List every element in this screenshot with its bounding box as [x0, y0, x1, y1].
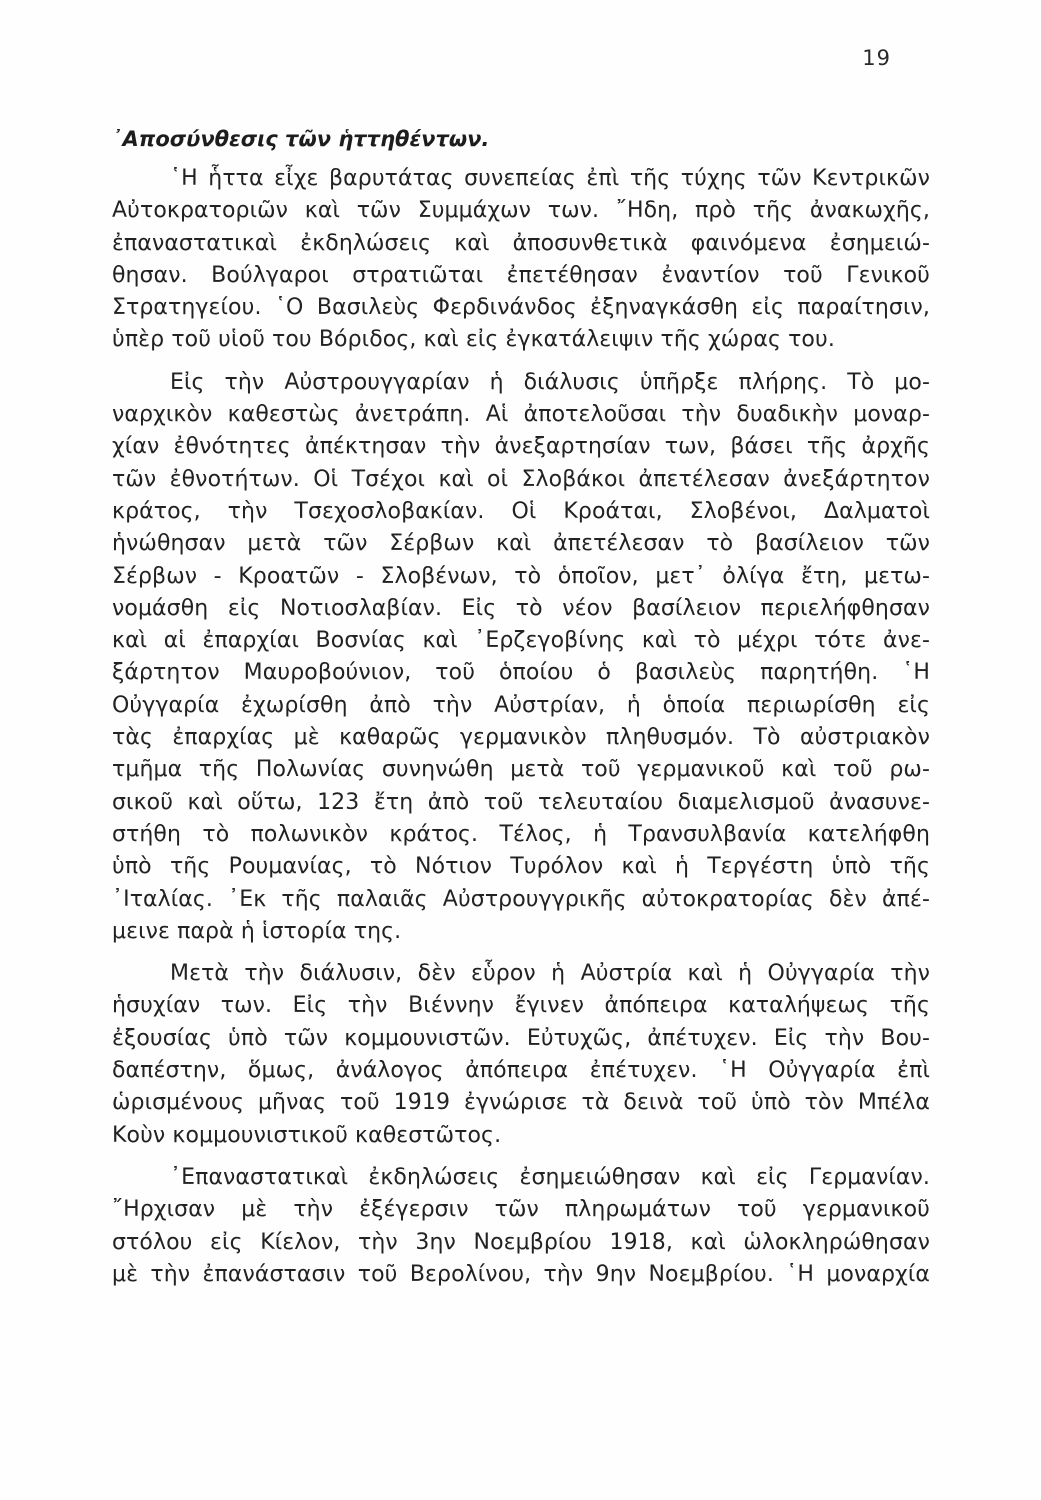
text-line: ῎Ηρχισαν μὲ τὴν ἐξέγερσιν τῶν πληρωμάτων τοῦ γερμανικοῦ — [112, 1197, 930, 1223]
page-number: 19 — [862, 46, 891, 70]
text-line: ᾿Επαναστατικαὶ ἐκδηλώσεις ἐσημειώθησαν καὶ εἰς Γερμανίαν. — [170, 1164, 930, 1190]
text-line: καὶ αἱ ἐπαρχίαι Βοσνίας καὶ ᾿Ερζεγοβίνης καὶ τὸ μέχρι τότε ἀνε- — [112, 628, 930, 654]
text-line: τὰς ἐπαρχίας μὲ καθαρῶς γερμανικὸν πληθυσμόν. Τὸ αὐστριακὸν — [112, 725, 930, 751]
text-line: ὑπὲρ τοῦ υἱοῦ του Βόριδος, καὶ εἰς ἐγκατάλειψιν τῆς χώρας του. — [112, 327, 835, 353]
text-line: Στρατηγείου. ῾Ο Βασιλεὺς Φερδινάνδος ἐξηναγκάσθη εἰς παραίτησιν, — [112, 295, 930, 321]
text-line: νομάσθη εἰς Νοτιοσλαβίαν. Εἰς τὸ νέον βασίλειον περιελήφθησαν — [112, 595, 930, 621]
text-line: Εἰς τὴν Αὐστρουγγαρίαν ἡ διάλυσις ὑπῆρξε πλήρης. Τὸ μο- — [170, 369, 930, 395]
text-line: σικοῦ καὶ οὕτω, 123 ἔτη ἀπὸ τοῦ τελευταίου διαμελισμοῦ ἀνασυνε- — [112, 789, 930, 815]
text-line: ἡνώθησαν μετὰ τῶν Σέρβων καὶ ἀπετέλεσαν τὸ βασίλειον τῶν — [112, 531, 930, 557]
text-line: θησαν. Βούλγαροι στρατιῶται ἐπετέθησαν ἐναντίον τοῦ Γενικοῦ — [112, 262, 930, 288]
paragraph-2 — [112, 367, 930, 948]
text-line: μεινε παρὰ ἡ ἱστορία της. — [112, 918, 402, 944]
text-line: ἡσυχίαν των. Εἰς τὴν Βιέννην ἔγινεν ἀπόπειρα καταλήψεως τῆς — [112, 993, 930, 1019]
text-line: μὲ τὴν ἐπανάστασιν τοῦ Βερολίνου, τὴν 9ην Νοεμβρίου. ῾Η μοναρχία — [112, 1261, 930, 1287]
paragraph-3 — [112, 958, 930, 1152]
text-line: Κοὺν κομμουνιστικοῦ καθεστῶτος. — [112, 1122, 502, 1148]
section-heading: ᾿Αποσύνθεσις τῶν ἡττηθέντων. — [112, 127, 490, 151]
text-line: Οὐγγαρία ἐχωρίσθη ἀπὸ τὴν Αὐστρίαν, ἡ ὁποία περιωρίσθη εἰς — [112, 692, 930, 718]
text-line: ὡρισμένους μῆνας τοῦ 1919 ἐγνώρισε τὰ δεινὰ τοῦ ὑπὸ τὸν Μπέλα — [112, 1090, 930, 1116]
text-line: ᾿Ιταλίας. ᾿Εκ τῆς παλαιᾶς Αὐστρουγγρικῆς αὐτοκρατορίας δὲν ἀπέ- — [112, 886, 930, 912]
text-line: στήθη τὸ πολωνικὸν κράτος. Τέλος, ἡ Τρανσυλβανία κατελήφθη — [112, 821, 930, 847]
text-line: Σέρβων - Κροατῶν - Σλοβένων, τὸ ὁποῖον, μετ᾿ ὀλίγα ἔτη, μετω- — [112, 563, 930, 589]
text-line: ξάρτητον Μαυροβούνιον, τοῦ ὁποίου ὁ βασιλεὺς παρητήθη. ῾Η — [112, 660, 930, 686]
page-body — [112, 124, 930, 1301]
paragraph-1 — [112, 163, 930, 357]
text-line: ἐπαναστατικαὶ ἐκδηλώσεις καὶ ἀποσυνθετικὰ φαινόμενα ἐσημειώ- — [112, 230, 930, 256]
text-line: στόλου εἰς Κίελον, τὴν 3ην Νοεμβρίου 1918, καὶ ὡλοκληρώθησαν — [112, 1229, 930, 1255]
paragraph-4 — [112, 1162, 930, 1291]
text-line: δαπέστην, ὅμως, ἀνάλογος ἀπόπειρα ἐπέτυχεν. ῾Η Οὐγγαρία ἐπὶ — [112, 1058, 930, 1084]
text-line: ὑπὸ τῆς Ρουμανίας, τὸ Νότιον Τυρόλον καὶ ἡ Τεργέστη ὑπὸ τῆς — [112, 854, 930, 880]
text-line: ἐξουσίας ὑπὸ τῶν κομμουνιστῶν. Εὐτυχῶς, ἀπέτυχεν. Εἰς τὴν Βου- — [112, 1025, 930, 1051]
text-line: ῾Η ἧττα εἶχε βαρυτάτας συνεπείας ἐπὶ τῆς τύχης τῶν Κεντρικῶν — [170, 166, 930, 191]
text-line: τμῆμα τῆς Πολωνίας συνηνώθη μετὰ τοῦ γερμανικοῦ καὶ τοῦ ρω- — [112, 757, 930, 783]
text-line: χίαν ἐθνότητες ἀπέκτησαν τὴν ἀνεξαρτησίαν των, βάσει τῆς ἀρχῆς — [112, 434, 930, 460]
text-line: κράτος, τὴν Τσεχοσλοβακίαν. Οἱ Κροάται, Σλοβένοι, Δαλματοὶ — [112, 498, 930, 524]
text-line: Μετὰ τὴν διάλυσιν, δὲν εὗρον ἡ Αὐστρία καὶ ἡ Οὐγγαρία τὴν — [170, 961, 930, 987]
text-line: ναρχικὸν καθεστὼς ἀνετράπη. Αἱ ἀποτελοῦσαι τὴν δυαδικὴν μοναρ- — [112, 402, 930, 428]
text-line: τῶν ἐθνοτήτων. Οἱ Τσέχοι καὶ οἱ Σλοβάκοι ἀπετέλεσαν ἀνεξάρτητον — [112, 466, 930, 492]
text-line: Αὐτοκρατοριῶν καὶ τῶν Συμμάχων των. ῎Ηδη, πρὸ τῆς ἀνακωχῆς, — [112, 198, 930, 224]
